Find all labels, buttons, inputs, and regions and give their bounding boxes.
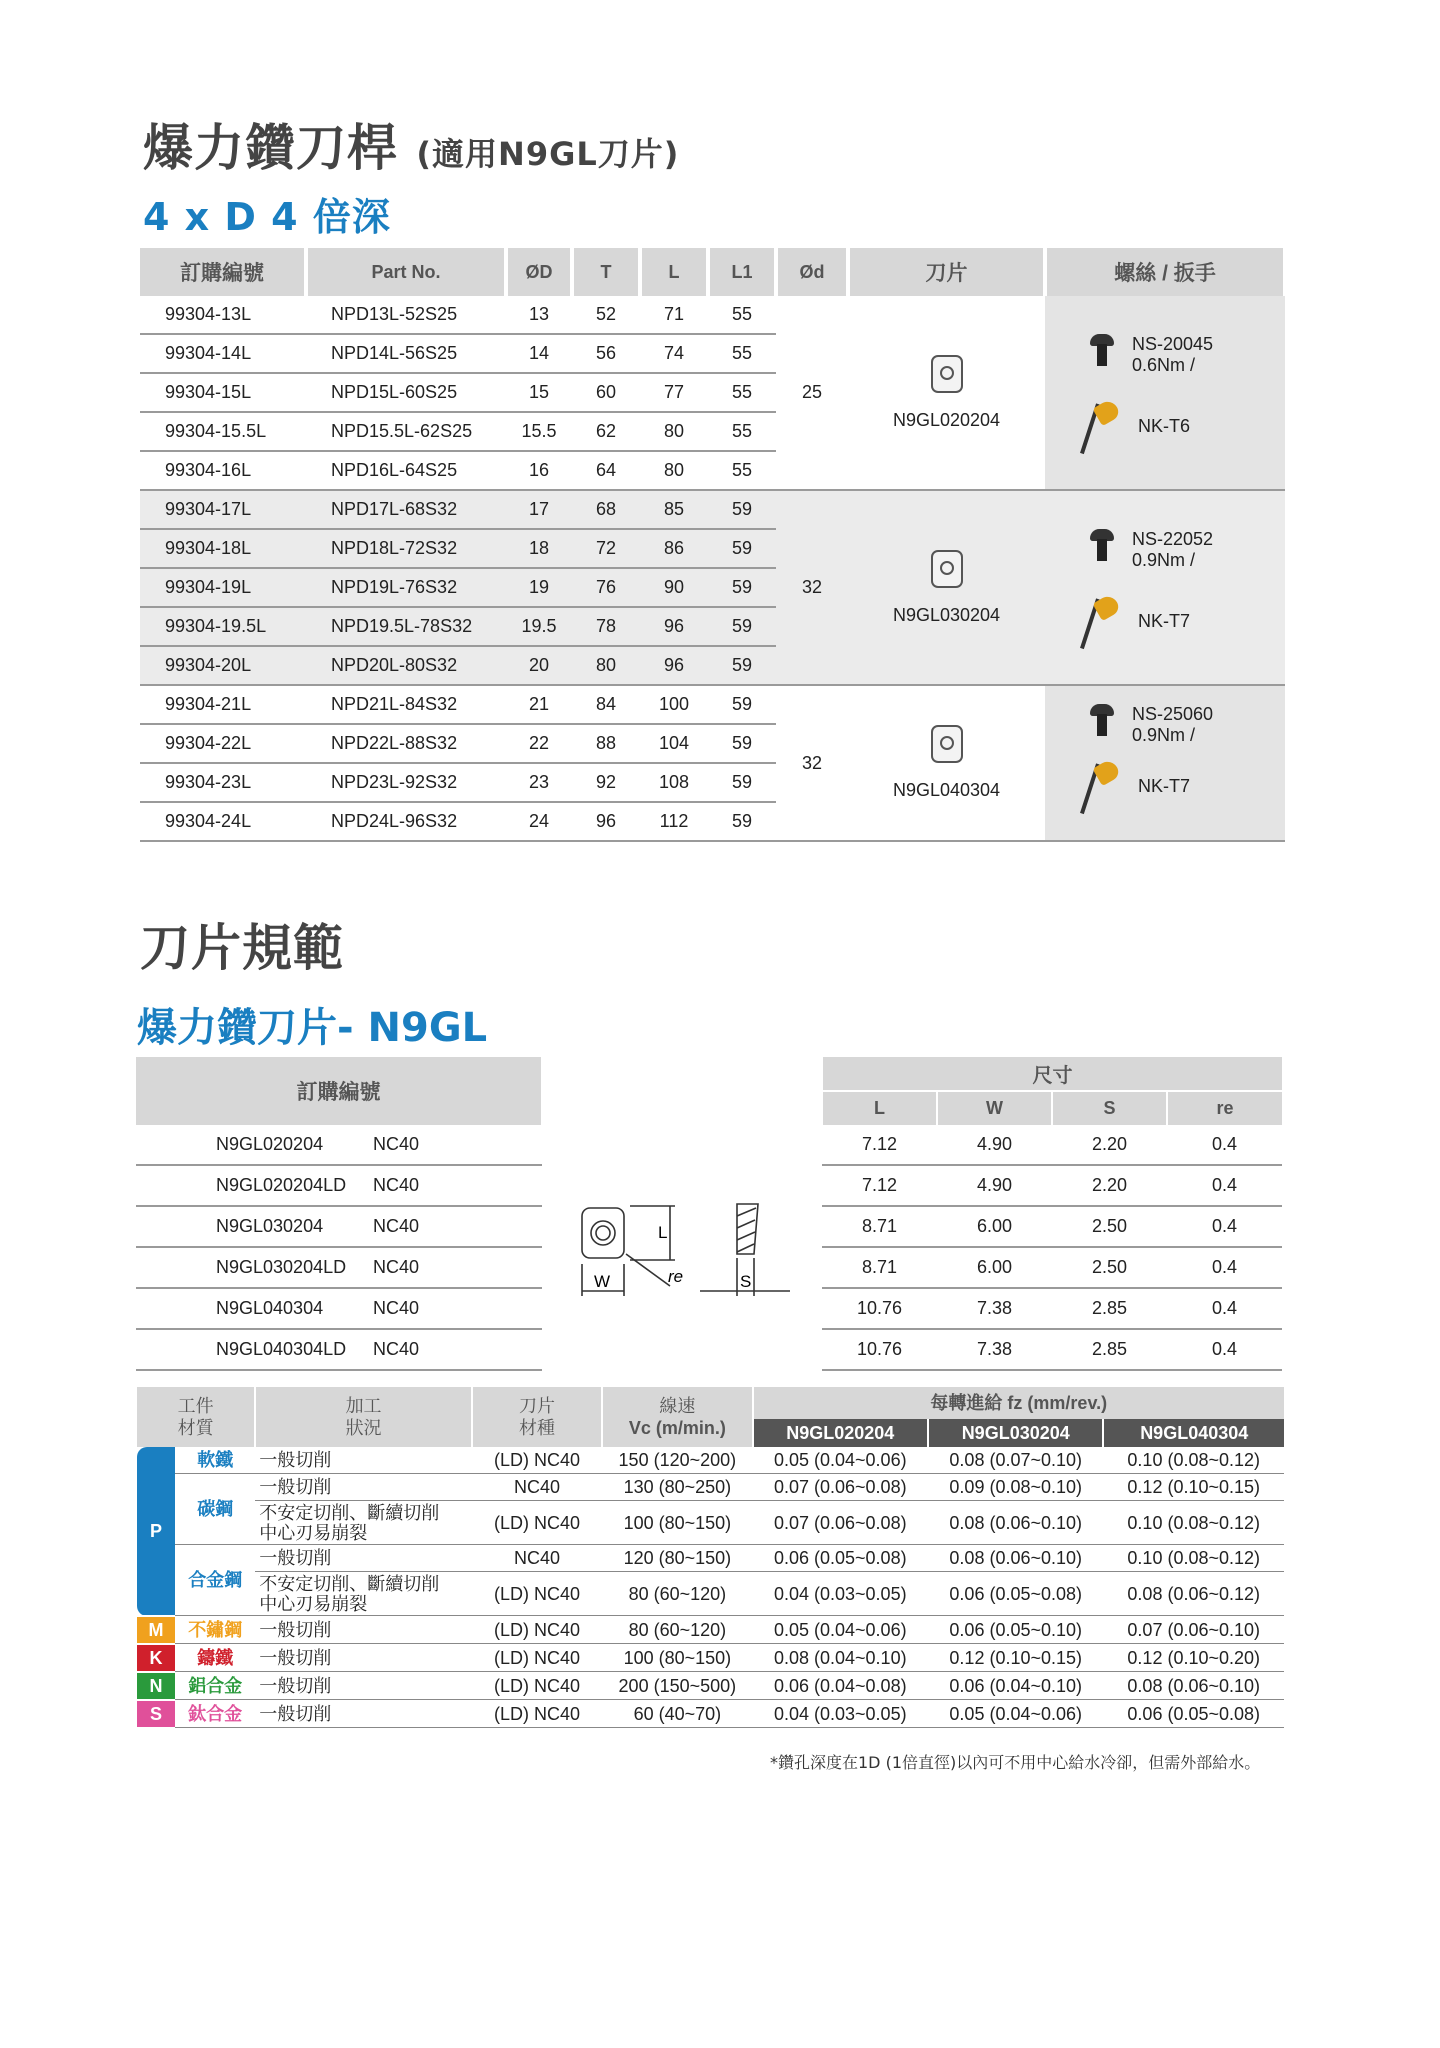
cut-condition: 不安定切削、斷續切削 中心刃易崩裂 xyxy=(255,1572,472,1616)
condition-value: 0.07 (0.06~0.08) xyxy=(753,1501,928,1545)
cut-condition: 一般切削 xyxy=(255,1474,472,1501)
insert-dimension-diagram xyxy=(570,1188,805,1328)
material-name: 鋁合金 xyxy=(175,1672,255,1700)
wrench-code: NK-T6 xyxy=(1138,416,1191,436)
condition-value: (LD) NC40 xyxy=(472,1572,602,1616)
insert-grade: NC40 xyxy=(373,1257,420,1277)
section1-title-main: 爆力鑽刀桿 xyxy=(143,119,398,177)
holder-cell: 52 xyxy=(572,296,640,334)
holder-cell: 55 xyxy=(708,373,776,412)
holder-cell: 100 xyxy=(640,685,708,724)
holder-cell: 112 xyxy=(640,802,708,841)
wrench-icon xyxy=(1090,394,1120,454)
screw-icon xyxy=(1090,334,1114,368)
condition-value: 0.10 (0.08~0.12) xyxy=(1103,1447,1284,1474)
insert-icon xyxy=(931,550,963,588)
holder-cell: 78 xyxy=(572,607,640,646)
condition-value: 0.04 (0.03~0.05) xyxy=(753,1572,928,1616)
size-value: 7.38 xyxy=(937,1329,1052,1370)
shank-diameter: 25 xyxy=(776,296,848,490)
wrench-icon xyxy=(1090,589,1120,649)
insert-code: N9GL040304 xyxy=(216,1298,324,1318)
material-name: 碳鋼 xyxy=(175,1474,255,1545)
cut-condition: 一般切削 xyxy=(255,1545,472,1572)
condition-value: 0.06 (0.05~0.10) xyxy=(928,1616,1103,1644)
holder-row xyxy=(140,490,1285,529)
holder-cell: 99304-21L xyxy=(140,685,306,724)
condition-value: 150 (120~200) xyxy=(602,1447,752,1474)
holder-row xyxy=(140,685,1285,724)
condition-row xyxy=(137,1501,1284,1545)
size-value: 6.00 xyxy=(937,1247,1052,1288)
header-condition: 加工 狀況 xyxy=(255,1387,472,1447)
header-grade: 刀片 材種 xyxy=(472,1387,602,1447)
holder-header: 刀片 xyxy=(848,248,1045,296)
insert-grade: NC40 xyxy=(373,1298,420,1318)
condition-value: 0.10 (0.08~0.12) xyxy=(1103,1545,1284,1572)
condition-value: 0.08 (0.07~0.10) xyxy=(928,1447,1103,1474)
holder-cell: 59 xyxy=(708,646,776,685)
holder-cell: 99304-15L xyxy=(140,373,306,412)
material-name: 合金鋼 xyxy=(175,1545,255,1616)
condition-value: NC40 xyxy=(472,1474,602,1501)
condition-value: (LD) NC40 xyxy=(472,1501,602,1545)
holder-cell: 20 xyxy=(506,646,572,685)
cut-condition: 一般切削 xyxy=(255,1644,472,1672)
condition-value: (LD) NC40 xyxy=(472,1616,602,1644)
holder-cell: NPD22L-88S32 xyxy=(306,724,506,763)
holder-cell: 99304-13L xyxy=(140,296,306,334)
condition-value: 100 (80~150) xyxy=(602,1644,752,1672)
insert-order-code xyxy=(136,1165,542,1206)
condition-value: 0.12 (0.10~0.15) xyxy=(1103,1474,1284,1501)
iso-group-p: P xyxy=(137,1447,175,1616)
screw-wrench xyxy=(1090,334,1290,454)
holder-cell: 59 xyxy=(708,802,776,841)
insert-cell xyxy=(848,490,1045,685)
condition-value: 120 (80~150) xyxy=(602,1545,752,1572)
holder-cell: 23 xyxy=(506,763,572,802)
screw-torque: 0.9Nm / xyxy=(1132,550,1196,570)
holder-header: Part No. xyxy=(306,248,506,296)
header-feed: 每轉進給 fz (mm/rev.) xyxy=(753,1387,1284,1419)
insert-code: N9GL040304LD xyxy=(216,1339,347,1359)
condition-value: 100 (80~150) xyxy=(602,1501,752,1545)
screw-icon xyxy=(1090,529,1114,563)
condition-value: (LD) NC40 xyxy=(472,1700,602,1728)
holder-cell: 99304-20L xyxy=(140,646,306,685)
condition-row xyxy=(137,1474,1284,1501)
size-col-header: re xyxy=(1167,1091,1282,1125)
material-name: 軟鐵 xyxy=(175,1447,255,1474)
holder-cell: 92 xyxy=(572,763,640,802)
holder-cell: NPD21L-84S32 xyxy=(306,685,506,724)
holder-cell: NPD13L-52S25 xyxy=(306,296,506,334)
screw-wrench-cell xyxy=(1045,685,1285,841)
holder-cell: NPD14L-56S25 xyxy=(306,334,506,373)
holder-cell: 104 xyxy=(640,724,708,763)
holder-cell: 77 xyxy=(640,373,708,412)
size-col-header: L xyxy=(822,1091,937,1125)
holder-cell: 15.5 xyxy=(506,412,572,451)
screw-icon xyxy=(1090,704,1114,738)
feed-col-header: N9GL040304 xyxy=(1103,1419,1284,1447)
insert-cell xyxy=(848,685,1045,841)
condition-value: 0.08 (0.06~0.10) xyxy=(928,1501,1103,1545)
material-name: 鑄鐵 xyxy=(175,1644,255,1672)
shank-diameter: 32 xyxy=(776,490,848,685)
holder-cell: 13 xyxy=(506,296,572,334)
insert-code: N9GL040304 xyxy=(892,780,1001,800)
section2-title: 刀片規範 xyxy=(140,919,344,977)
condition-value: (LD) NC40 xyxy=(472,1672,602,1700)
iso-group-m: M xyxy=(137,1616,175,1644)
size-value: 0.4 xyxy=(1167,1288,1282,1329)
holder-header: ØD xyxy=(506,248,572,296)
dim-label-w: W xyxy=(594,1272,611,1291)
holder-cell: NPD24L-96S32 xyxy=(306,802,506,841)
screw-wrench xyxy=(1090,704,1290,814)
holder-cell: 59 xyxy=(708,724,776,763)
holder-cell: 84 xyxy=(572,685,640,724)
screw-text xyxy=(1132,334,1213,376)
condition-value: 0.07 (0.06~0.08) xyxy=(753,1474,928,1501)
condition-row xyxy=(137,1447,1284,1474)
condition-value: 0.05 (0.04~0.06) xyxy=(928,1700,1103,1728)
size-col-header: S xyxy=(1052,1091,1167,1125)
wrench-icon xyxy=(1090,754,1120,814)
holder-cell: 72 xyxy=(572,529,640,568)
material-name: 不鏽鋼 xyxy=(175,1616,255,1644)
condition-value: 0.05 (0.04~0.06) xyxy=(753,1447,928,1474)
holder-cell: 60 xyxy=(572,373,640,412)
iso-group-n: N xyxy=(137,1672,175,1700)
condition-value: 0.09 (0.08~0.10) xyxy=(928,1474,1103,1501)
holder-cell: 108 xyxy=(640,763,708,802)
holder-cell: 17 xyxy=(506,490,572,529)
wrench-code: NK-T7 xyxy=(1138,776,1191,796)
shank-diameter: 32 xyxy=(776,685,848,841)
screw-torque: 0.9Nm / xyxy=(1132,725,1196,745)
section1-title xyxy=(143,108,679,180)
screw-wrench-cell xyxy=(1045,490,1285,685)
holder-cell: 99304-23L xyxy=(140,763,306,802)
condition-value: 130 (80~250) xyxy=(602,1474,752,1501)
holder-cell: NPD19.5L-78S32 xyxy=(306,607,506,646)
size-value: 7.38 xyxy=(937,1288,1052,1329)
screw-code: NS-22052 xyxy=(1132,529,1214,549)
screw-code: NS-25060 xyxy=(1132,704,1214,724)
condition-value: 0.08 (0.06~0.10) xyxy=(1103,1672,1284,1700)
insert-code: N9GL030204 xyxy=(892,604,1001,625)
holder-cell: 59 xyxy=(708,763,776,802)
condition-row xyxy=(137,1672,1284,1700)
size-value: 8.71 xyxy=(822,1247,937,1288)
size-value: 7.12 xyxy=(822,1165,937,1206)
screw-row xyxy=(1090,334,1290,376)
holder-cell: 96 xyxy=(640,646,708,685)
condition-row xyxy=(137,1700,1284,1728)
insert-code: N9GL030204 xyxy=(216,1216,324,1236)
screw-torque: 0.6Nm / xyxy=(1132,355,1196,375)
condition-value: 0.06 (0.05~0.08) xyxy=(928,1572,1103,1616)
holder-cell: 99304-19L xyxy=(140,568,306,607)
holder-header: Ød xyxy=(776,248,848,296)
cut-condition: 一般切削 xyxy=(255,1700,472,1728)
section1-subtitle: 4 x D 4 倍深 xyxy=(143,195,391,239)
condition-value: 0.06 (0.05~0.08) xyxy=(1103,1700,1284,1728)
wrench-row xyxy=(1090,754,1290,814)
header-blank xyxy=(542,1057,822,1125)
holder-cell: 88 xyxy=(572,724,640,763)
dim-label-s: S xyxy=(740,1272,752,1291)
holder-cell: NPD20L-80S32 xyxy=(306,646,506,685)
size-value: 2.85 xyxy=(1052,1288,1167,1329)
holder-cell: 96 xyxy=(572,802,640,841)
size-value: 8.71 xyxy=(822,1206,937,1247)
feed-col-header: N9GL020204 xyxy=(753,1419,928,1447)
size-value: 2.50 xyxy=(1052,1247,1167,1288)
size-value: 2.50 xyxy=(1052,1206,1167,1247)
size-value: 0.4 xyxy=(1167,1206,1282,1247)
size-value: 10.76 xyxy=(822,1329,937,1370)
holder-cell: 16 xyxy=(506,451,572,490)
holder-cell: 24 xyxy=(506,802,572,841)
size-value: 0.4 xyxy=(1167,1125,1282,1165)
condition-value: 0.08 (0.04~0.10) xyxy=(753,1644,928,1672)
condition-value: (LD) NC40 xyxy=(472,1447,602,1474)
screw-text xyxy=(1132,704,1213,746)
size-col-header: W xyxy=(937,1091,1052,1125)
screw-wrench-cell xyxy=(1045,296,1285,490)
holder-header: L1 xyxy=(708,248,776,296)
holder-cell: 99304-18L xyxy=(140,529,306,568)
holder-cell: 21 xyxy=(506,685,572,724)
condition-value: 0.08 (0.06~0.10) xyxy=(928,1545,1103,1572)
section1-title-note: (適用N9GL刀片) xyxy=(416,135,680,173)
holder-cell: NPD15L-60S25 xyxy=(306,373,506,412)
holder-cell: 64 xyxy=(572,451,640,490)
condition-value: 0.10 (0.08~0.12) xyxy=(1103,1501,1284,1545)
insert-icon xyxy=(931,355,963,393)
size-value: 4.90 xyxy=(937,1165,1052,1206)
section2-subtitle: 爆力鑽刀片- N9GL xyxy=(137,1005,488,1051)
size-value: 2.85 xyxy=(1052,1329,1167,1370)
holder-cell: 55 xyxy=(708,412,776,451)
holder-cell: 59 xyxy=(708,568,776,607)
screw-wrench xyxy=(1090,529,1290,649)
condition-value: 0.12 (0.10~0.20) xyxy=(1103,1644,1284,1672)
feed-col-header: N9GL030204 xyxy=(928,1419,1103,1447)
holder-cell: 59 xyxy=(708,490,776,529)
cutting-condition-table xyxy=(137,1387,1284,1729)
holder-cell: 59 xyxy=(708,607,776,646)
insert-row xyxy=(136,1125,1282,1165)
footnote: *鑽孔深度在1D (1倍直徑)以內可不用中心給水冷卻，但需外部給水。 xyxy=(770,1753,1261,1772)
insert-order-code xyxy=(136,1247,542,1288)
size-value: 4.90 xyxy=(937,1125,1052,1165)
holder-cell: 99304-14L xyxy=(140,334,306,373)
condition-value: NC40 xyxy=(472,1545,602,1572)
size-value: 0.4 xyxy=(1167,1165,1282,1206)
header-speed: 線速 Vc (m/min.) xyxy=(602,1387,752,1447)
iso-group-k: K xyxy=(137,1644,175,1672)
condition-value: (LD) NC40 xyxy=(472,1644,602,1672)
condition-row xyxy=(137,1644,1284,1672)
condition-value: 0.06 (0.05~0.08) xyxy=(753,1545,928,1572)
insert-code: N9GL030204LD xyxy=(216,1257,347,1277)
holder-header: T xyxy=(572,248,640,296)
condition-row xyxy=(137,1572,1284,1616)
holder-cell: 99304-19.5L xyxy=(140,607,306,646)
condition-value: 0.06 (0.04~0.08) xyxy=(753,1672,928,1700)
holder-cell: NPD15.5L-62S25 xyxy=(306,412,506,451)
holder-cell: 85 xyxy=(640,490,708,529)
screw-row xyxy=(1090,529,1290,571)
insert-code: N9GL020204LD xyxy=(216,1175,347,1195)
insert-grade: NC40 xyxy=(373,1134,420,1154)
holder-header: 訂購編號 xyxy=(140,248,306,296)
screw-text xyxy=(1132,529,1213,571)
holder-cell: 15 xyxy=(506,373,572,412)
holder-cell: 19.5 xyxy=(506,607,572,646)
screw-row xyxy=(1090,704,1290,746)
condition-value: 0.04 (0.03~0.05) xyxy=(753,1700,928,1728)
wrench-row xyxy=(1090,394,1290,454)
holder-cell: 71 xyxy=(640,296,708,334)
condition-value: 80 (60~120) xyxy=(602,1616,752,1644)
size-value: 6.00 xyxy=(937,1206,1052,1247)
holder-cell: 96 xyxy=(640,607,708,646)
holder-cell: NPD16L-64S25 xyxy=(306,451,506,490)
insert-cell xyxy=(848,296,1045,490)
holder-cell: NPD23L-92S32 xyxy=(306,763,506,802)
condition-value: 0.08 (0.06~0.12) xyxy=(1103,1572,1284,1616)
holder-cell: 19 xyxy=(506,568,572,607)
cut-condition: 一般切削 xyxy=(255,1447,472,1474)
condition-value: 0.05 (0.04~0.06) xyxy=(753,1616,928,1644)
condition-value: 0.07 (0.06~0.10) xyxy=(1103,1616,1284,1644)
insert-top-view xyxy=(582,1208,624,1258)
size-value: 0.4 xyxy=(1167,1329,1282,1370)
size-value: 2.20 xyxy=(1052,1125,1167,1165)
wrench-row xyxy=(1090,589,1290,649)
holder-cell: 80 xyxy=(640,412,708,451)
holder-cell: 55 xyxy=(708,334,776,373)
insert-order-code xyxy=(136,1288,542,1329)
insert-order-code xyxy=(136,1125,542,1165)
holder-cell: NPD17L-68S32 xyxy=(306,490,506,529)
size-value: 2.20 xyxy=(1052,1165,1167,1206)
cut-condition: 一般切削 xyxy=(255,1616,472,1644)
dim-label-l: L xyxy=(658,1223,668,1242)
holder-cell: 74 xyxy=(640,334,708,373)
condition-value: 200 (150~500) xyxy=(602,1672,752,1700)
wrench-code: NK-T7 xyxy=(1138,611,1191,631)
insert-order-code xyxy=(136,1206,542,1247)
cut-condition: 一般切削 xyxy=(255,1672,472,1700)
material-name: 鈦合金 xyxy=(175,1700,255,1728)
condition-row xyxy=(137,1616,1284,1644)
holder-cell: 76 xyxy=(572,568,640,607)
iso-group-s: S xyxy=(137,1700,175,1728)
insert-code: N9GL020204 xyxy=(216,1134,324,1154)
holder-cell: 99304-24L xyxy=(140,802,306,841)
holder-cell: 18 xyxy=(506,529,572,568)
holder-cell: 99304-17L xyxy=(140,490,306,529)
cut-condition: 不安定切削、斷續切削 中心刃易崩裂 xyxy=(255,1501,472,1545)
size-value: 7.12 xyxy=(822,1125,937,1165)
holder-cell: 68 xyxy=(572,490,640,529)
holder-cell: 99304-22L xyxy=(140,724,306,763)
holder-cell: 56 xyxy=(572,334,640,373)
holder-cell: 59 xyxy=(708,529,776,568)
dim-label-re: re xyxy=(668,1267,684,1286)
holder-cell: 62 xyxy=(572,412,640,451)
holder-table xyxy=(140,248,1287,842)
header-order-code: 訂購編號 xyxy=(136,1057,542,1125)
insert-icon xyxy=(931,725,963,763)
holder-cell: 90 xyxy=(640,568,708,607)
holder-cell: 80 xyxy=(572,646,640,685)
insert-grade: NC40 xyxy=(373,1175,420,1195)
insert-grade: NC40 xyxy=(373,1339,420,1359)
holder-cell: 55 xyxy=(708,296,776,334)
holder-cell: 59 xyxy=(708,685,776,724)
size-value: 0.4 xyxy=(1167,1247,1282,1288)
holder-cell: 14 xyxy=(506,334,572,373)
holder-row xyxy=(140,296,1285,334)
holder-cell: 99304-15.5L xyxy=(140,412,306,451)
header-size: 尺寸 xyxy=(822,1057,1282,1091)
holder-header: 螺絲 / 扳手 xyxy=(1045,248,1285,296)
holder-cell: 55 xyxy=(708,451,776,490)
header-material: 工件 材質 xyxy=(137,1387,255,1447)
insert-grade: NC40 xyxy=(373,1216,420,1236)
holder-cell: 86 xyxy=(640,529,708,568)
holder-cell: 99304-16L xyxy=(140,451,306,490)
insert-code: N9GL020204 xyxy=(892,409,1001,430)
condition-value: 0.06 (0.04~0.10) xyxy=(928,1672,1103,1700)
holder-cell: NPD18L-72S32 xyxy=(306,529,506,568)
holder-cell: 80 xyxy=(640,451,708,490)
screw-code: NS-20045 xyxy=(1132,334,1214,354)
condition-row xyxy=(137,1545,1284,1572)
size-value: 10.76 xyxy=(822,1288,937,1329)
insert-order-code xyxy=(136,1329,542,1370)
condition-value: 0.12 (0.10~0.15) xyxy=(928,1644,1103,1672)
holder-cell: NPD19L-76S32 xyxy=(306,568,506,607)
condition-value: 60 (40~70) xyxy=(602,1700,752,1728)
condition-value: 80 (60~120) xyxy=(602,1572,752,1616)
holder-cell: 22 xyxy=(506,724,572,763)
holder-header: L xyxy=(640,248,708,296)
